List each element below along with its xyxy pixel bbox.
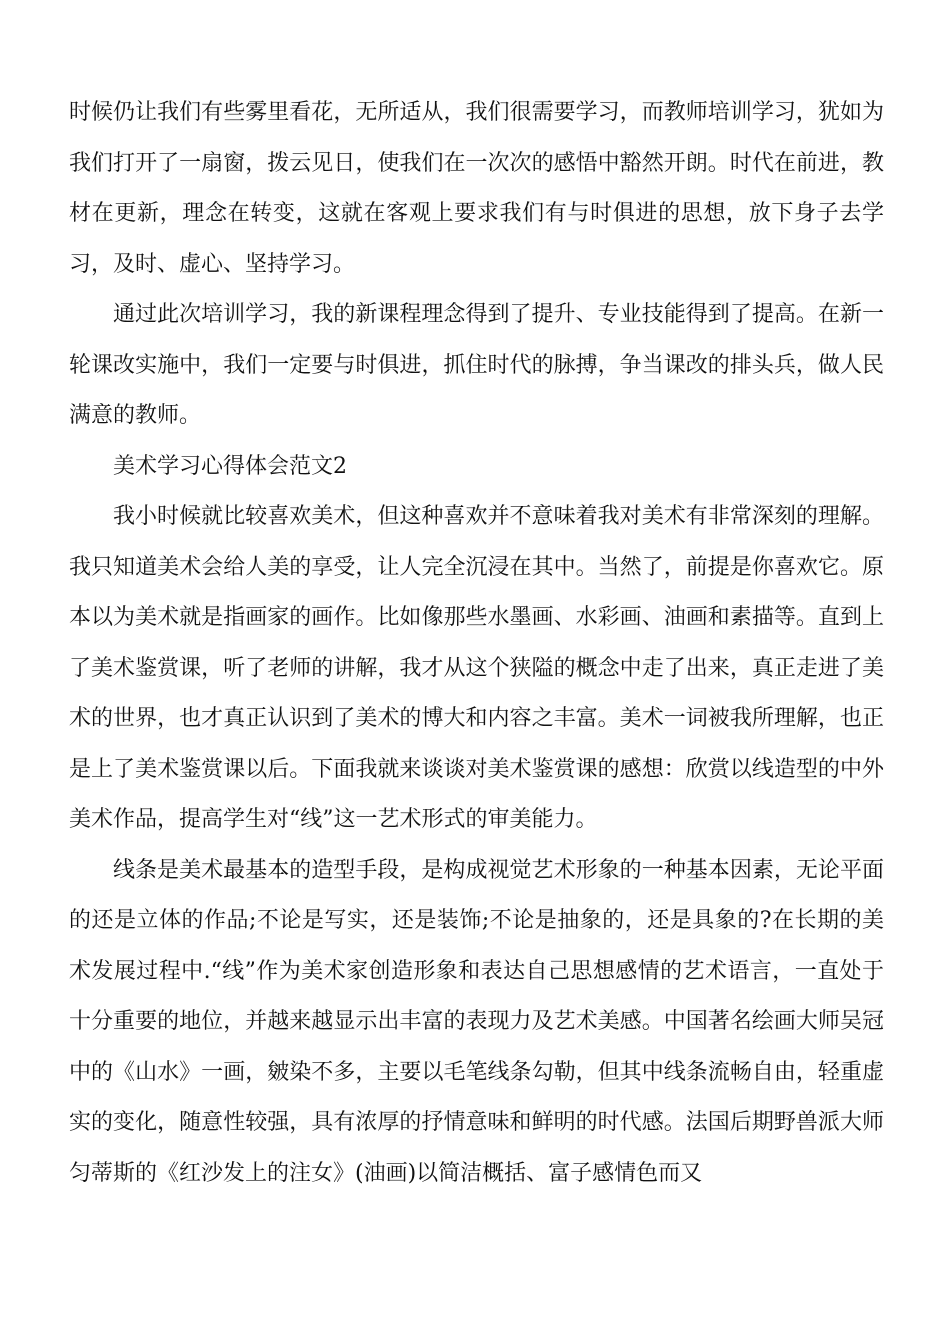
paragraph-training-summary: 通过此次培训学习，我的新课程理念得到了提升、专业技能得到了提高。在新一轮课改实施中，我们一定要与时俱进，抓住时代的脉搏，争当课改的排头兵，做人民满意的教师。 bbox=[69, 302, 884, 428]
paragraph-line-art: 线条是美术最基本的造型手段，是构成视觉艺术形象的一种基本因素，无论平面的还是立体的作品;不论是写实，还是装饰;不论是抽象的，还是具象的?在长期的美术发展过程中.“线”作为美术家创造形象和表达自己思想感情的艺术语言，一直处于十分重要的地位，并越来越显示出丰富的表现力及艺术美感。中国著名绘画大师吴冠中的《山水》一画，皴染不多，主要以毛笔线条勾勒，但其中线条流畅自由，轻重虚实的变化，随意性较强，具有浓厚的抒情意味和鲜明的时代感。法国后期野兽派大师匀蒂斯的《红沙发上的注女》(油画)以简洁概括、富子感情色而又 bbox=[69, 857, 884, 1186]
paragraph-continuation: 时候仍让我们有些雾里看花，无所适从，我们很需要学习，而教师培训学习，犹如为我们打开了一扇窗，拨云见日，使我们在一次次的感悟中豁然开朗。时代在前进，教材在更新，理念在转变，这就在客观上要求我们有与时俱进的思想，放下身子去学习，及时、虚心、坚持学习。 bbox=[69, 100, 884, 277]
document-body bbox=[69, 88, 884, 1199]
section-heading: 美术学习心得体会范文2 bbox=[113, 453, 347, 479]
paragraph-art-appreciation: 我小时候就比较喜欢美术，但这种喜欢并不意味着我对美术有非常深刻的理解。我只知道美术会给人美的享受，让人完全沉浸在其中。当然了，前提是你喜欢它。原本以为美术就是指画家的画作。比如像那些水墨画、水彩画、油画和素描等。直到上了美术鉴赏课，听了老师的讲解，我才从这个狭隘的概念中走了出来，真正走进了美术的世界，也才真正认识到了美术的博大和内容之丰富。美术一词被我所理解，也正是上了美术鉴赏课以后。下面我就来谈谈对美术鉴赏课的感想：欣赏以线造型的中外美术作品，提高学生对“线”这一艺术形式的审美能力。 bbox=[69, 504, 884, 832]
